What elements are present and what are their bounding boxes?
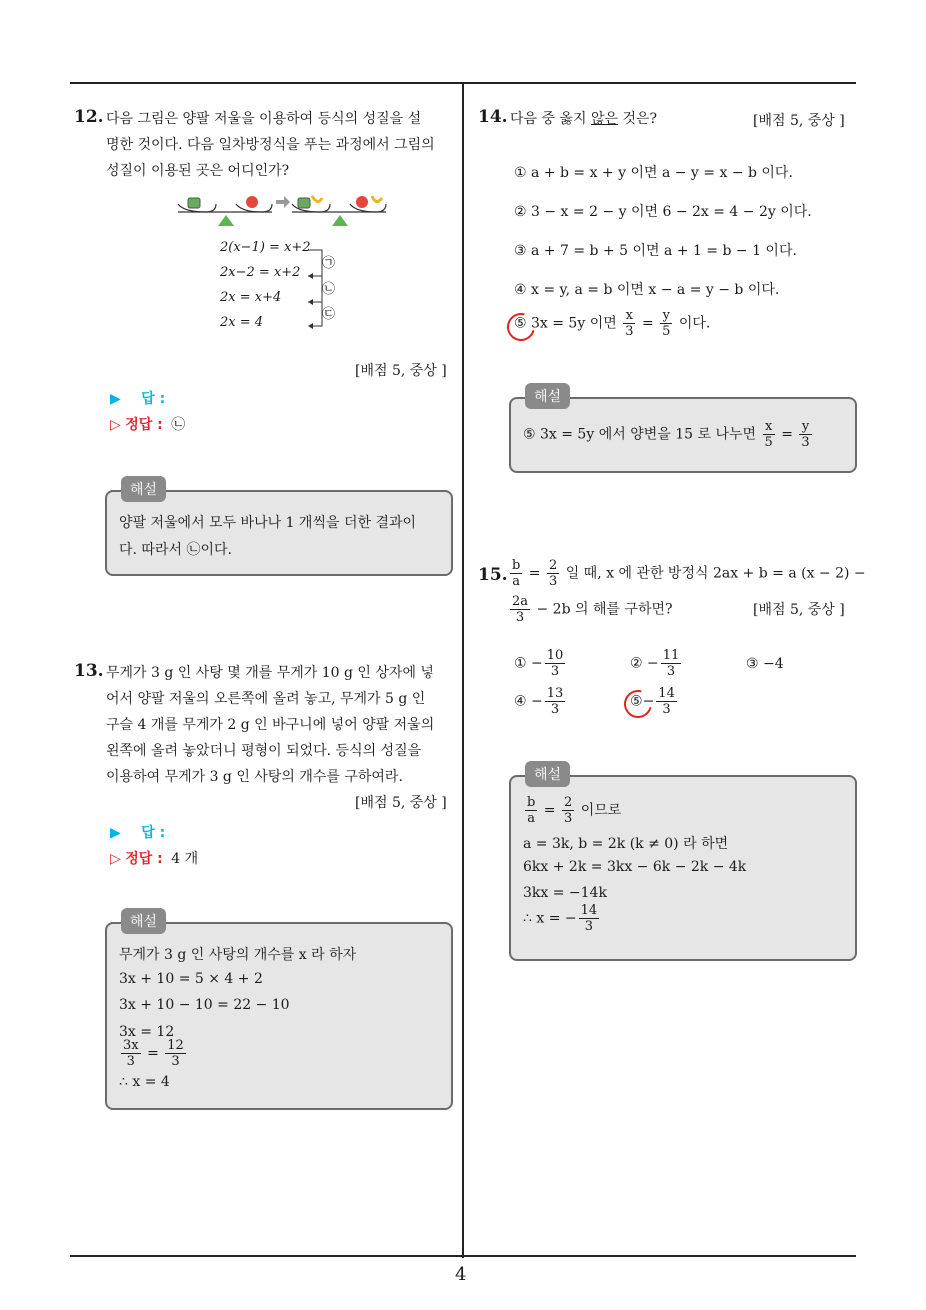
fraction: $\frac{10}{3}$ (546, 648, 564, 679)
fraction: $\frac{2}{3}$ (548, 558, 558, 589)
answer-row (110, 822, 165, 842)
fraction: $\frac{y}{3}$ (801, 419, 810, 450)
question-text-line: 다음 그림은 양팔 저울을 이용하여 등식의 성질을 설 (106, 111, 422, 127)
equation-line: 2x = 4 (220, 315, 264, 330)
question-number: 15. (478, 565, 508, 585)
explanation-line: 3x + 10 = 5 × 4 + 2 (119, 971, 263, 987)
fraction: $\frac{14}{3}$ (580, 903, 598, 934)
fraction: $\frac{12}{3}$ (167, 1038, 184, 1069)
correct-answer-row (110, 414, 185, 434)
explanation-line: 무게가 3 g 인 사탕의 개수를 x 라 하자 (119, 947, 357, 963)
question-text-line: 이용하여 무게가 3 g 인 사탕의 개수를 구하여라. (106, 769, 403, 785)
equation-line: 2(x−1) = x+2 (220, 240, 311, 255)
explanation-box (105, 914, 453, 1110)
bottom-rule (70, 1255, 856, 1257)
explanation-tag: 해설 (525, 761, 570, 787)
explanation-box (105, 482, 453, 576)
left-scale (178, 196, 272, 226)
correct-label: 정답 : (125, 851, 163, 867)
explanation-tag: 해설 (525, 383, 570, 409)
fraction: $\frac{11}{3}$ (662, 648, 680, 679)
fraction: $\frac{b}{a}$ (527, 795, 536, 826)
option-3[interactable]: ③ −4 (746, 656, 784, 672)
explanation-line: 양팔 저울에서 모두 바나나 1 개씩을 더한 결과이 (119, 515, 417, 531)
fraction: $\frac{x}{3}$ (625, 308, 634, 339)
score-label: [배점 5, 중상 ] (355, 363, 447, 379)
answer-label: 답 : (141, 391, 166, 407)
score-label: [배점 5, 중상 ] (355, 795, 447, 811)
correct-answer-row (110, 848, 198, 868)
question-text-line: 무게가 3 g 인 사탕 몇 개를 무게가 10 g 인 상자에 넣 (106, 665, 434, 681)
explanation-box (509, 389, 857, 473)
score-label: [배점 5, 중상 ] (753, 602, 845, 618)
score-label: [배점 5, 중상 ] (753, 113, 845, 129)
explanation-line: 3x + 10 − 10 = 22 − 10 (119, 997, 290, 1013)
step-label: ㉠ (322, 256, 336, 271)
question-text-line: 다음 중 옳지 않은 것은? (510, 111, 658, 127)
play-outline-icon: ▷ (110, 851, 121, 867)
fraction: $\frac{13}{3}$ (546, 686, 564, 717)
question-number: 13. (74, 661, 104, 681)
explanation-line: 3x = 12 (119, 1024, 175, 1040)
explanation-line: 6kx + 2k = 3kx − 6k − 2k − 4k (523, 859, 747, 875)
play-icon: ▶ (110, 825, 121, 841)
step-label: ㉢ (322, 307, 336, 322)
question-text-line: 명한 것이다. 다음 일차방정식을 푸는 과정에서 그림의 (106, 137, 435, 153)
correct-value: 4 개 (171, 851, 199, 867)
explanation-fraction-line: $\frac{3x}{3}$ = $\frac{12}{3}$ (123, 1038, 184, 1069)
answer-row (110, 388, 165, 408)
fraction: $\frac{3x}{3}$ (123, 1038, 139, 1069)
play-outline-icon: ▷ (110, 417, 121, 433)
explanation-box (509, 767, 857, 961)
answer-label: 답 : (141, 825, 166, 841)
column-divider (462, 82, 464, 1258)
question-text-line: 구슬 4 개를 무게가 2 g 인 바구니에 넣어 양팔 저울의 (106, 717, 435, 733)
explanation-line: ∴ x = − $\frac{14}{3}$ (523, 903, 598, 934)
option-1[interactable]: ① a + b = x + y 이면 a − y = x − b 이다. (514, 165, 793, 181)
fraction: $\frac{x}{5}$ (764, 419, 773, 450)
step-label: ㉡ (322, 282, 336, 297)
fraction: $\frac{14}{3}$ (658, 686, 675, 717)
right-scale (292, 196, 386, 226)
option-2[interactable]: ② − $\frac{11}{3}$ (630, 648, 680, 679)
explanation-line: ⑤ 3x = 5y 에서 양변을 15 로 나누면 $\frac{x}{5}$ = $\frac{y}{3}$ (523, 419, 810, 450)
option-2[interactable]: ② 3 − x = 2 − y 이면 6 − 2x = 4 − 2y 이다. (514, 204, 812, 220)
explanation-line: ∴ x = 4 (119, 1074, 170, 1090)
option-4[interactable]: ④ x = y, a = b 이면 x − a = y − b 이다. (514, 282, 780, 298)
balance-scale-figure (176, 192, 388, 228)
correct-label: 정답 : (125, 417, 163, 433)
explanation-line: a = 3k, b = 2k (k ≠ 0) 라 하면 (523, 836, 729, 852)
correct-value: ㉡ (171, 417, 186, 433)
equation-line: 2x−2 = x+2 (220, 265, 301, 280)
question-text-line: 왼쪽에 올려 놓았더니 평형이 되었다. 등식의 성질을 (106, 743, 422, 759)
option-3[interactable]: ③ a + 7 = b + 5 이면 a + 1 = b − 1 이다. (514, 243, 797, 259)
question-number: 12. (74, 107, 104, 127)
fraction: $\frac{2a}{3}$ (512, 594, 529, 625)
explanation-line: $\frac{b}{a}$ = $\frac{2}{3}$ 이므로 (527, 795, 622, 826)
option-4[interactable]: ④ − $\frac{13}{3}$ (514, 686, 564, 717)
question-number: 14. (478, 107, 508, 127)
option-1[interactable]: ① − $\frac{10}{3}$ (514, 648, 564, 679)
question-text-line: $\frac{2a}{3}$ − 2b 의 해를 구하면? (512, 594, 673, 625)
play-icon: ▶ (110, 391, 121, 407)
option-5[interactable]: ⑤ 3x = 5y 이면 $\frac{x}{3}$ = $\frac{y}{5}$ 이다. (514, 308, 711, 339)
explanation-line: 3kx = −14k (523, 885, 607, 901)
fraction: $\frac{2}{3}$ (563, 795, 573, 826)
arrow-right-icon (276, 196, 290, 208)
question-text-line: $\frac{b}{a}$ = $\frac{2}{3}$ 일 때, x 에 관한 방정식 2ax + b = a (x − 2) − (512, 558, 866, 589)
explanation-line: 다. 따라서 ㉡이다. (119, 542, 232, 558)
fraction: $\frac{b}{a}$ (512, 558, 521, 589)
question-text-line: 어서 양팔 저울의 오른쪽에 올려 놓고, 무게가 5 g 인 (106, 691, 426, 707)
explanation-tag: 해설 (121, 908, 166, 934)
equation-line: 2x = x+4 (220, 290, 282, 305)
page-number: 4 (455, 1264, 467, 1285)
question-text-line: 성질이 이용된 곳은 어디인가? (106, 163, 290, 179)
explanation-tag: 해설 (121, 476, 166, 502)
option-5[interactable]: ⑤− $\frac{14}{3}$ (630, 686, 675, 717)
fraction: $\frac{y}{5}$ (662, 308, 671, 339)
